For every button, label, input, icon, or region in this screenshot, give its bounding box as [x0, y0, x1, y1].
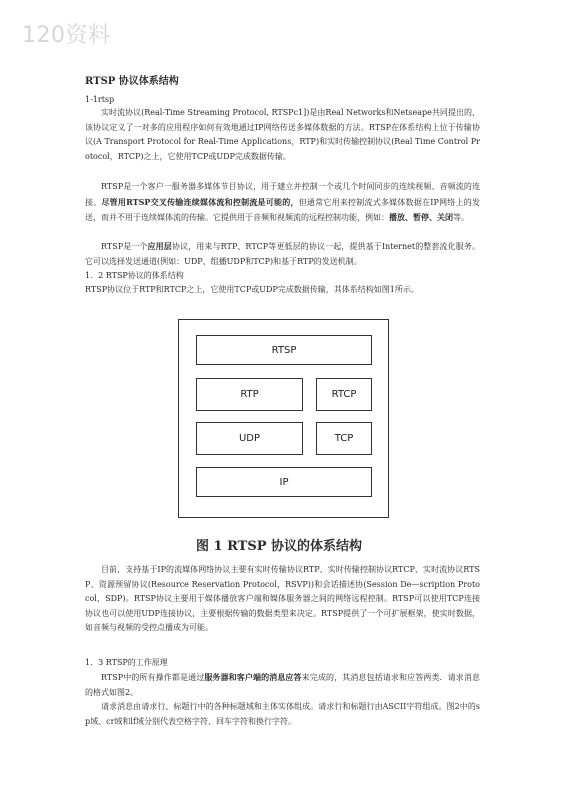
- section-heading-1-2: 1．2 RTSP协议的体系结构: [85, 271, 184, 280]
- watermark: 120资料: [22, 23, 111, 48]
- paragraph-working-principle: [85, 670, 480, 700]
- text-span: RTSP中的所有操作都是通过: [101, 673, 205, 682]
- architecture-diagram: [178, 319, 389, 518]
- text-span: 等。: [453, 213, 469, 222]
- udp-box: UDP: [196, 422, 303, 455]
- paragraph-rtsp-definition: [85, 180, 480, 226]
- paragraph-request-message: 请求消息由请求行、标题行中的各种标题域和主体实体组成。请求行和标题行由ASCII字符组成。图2中的sp域、cr域和lf域分别代表空格字符、回车字符和换行字符。: [85, 702, 480, 726]
- bold-text: 服务器和客户端的消息应答: [204, 672, 302, 682]
- text-span: 但通常它用来控制流式多媒体数据在IP网络上的发送，而并不用于连续媒体流的传输。它提供用于音频和视频流的远程控制功能，例如：: [85, 197, 480, 222]
- figure-caption: 图 1 RTSP 协议的体系结构: [196, 539, 363, 554]
- rtp-box: RTP: [196, 378, 303, 411]
- bold-text: 应用层: [147, 241, 172, 251]
- text-span: RTSP是一个: [101, 242, 148, 251]
- paragraph-architecture: RTSP协议位于RTP和RTCP之上，它使用TCP或UDP完成数据传输，其体系结构如图1所示。: [85, 285, 419, 294]
- paragraph-intro: 实时流协议(Real-Time Streaming Protocol, RTSPc1])是由Real Networks和Netseape共同提出的，该协议定义了一对多的应用程序如何有效地通过IP网络传送多媒体数据的方法。RTSP在体系结构上位于传输协议(A Transport Protocol for Real-Time Applications，RTP)和实时传输控制协议(Real Time Control Protocol，RTCP)之上，它使用TCP或UDP完成数据传输。: [85, 108, 480, 161]
- tcp-box: TCP: [316, 422, 372, 455]
- section-heading-1-3: 1．3 RTSP的工作原理: [85, 658, 168, 667]
- paragraph-application-layer: [85, 239, 480, 269]
- rtsp-layer-box: RTSP: [196, 335, 372, 365]
- bold-text: 播放、暂停、关闭: [389, 212, 453, 222]
- subheading: 1-1rtsp: [85, 95, 115, 104]
- bold-text: 尽管用RTSP交叉传输连续媒体流和控制流是可能的，: [101, 196, 299, 207]
- paragraph-protocols: 目前，支持基于IP的流媒体网络协议主要有实时传输协议RTP、实时传输控制协议RTCP、实时流协议RTSP、资源预留协议(Resource Reservation Protocol，RSVP))和会话描述协(Session De—scription Protocol，SDP)。RTSP协议主要用于媒体播放客户端和媒体服务器之间的网络远程控制。RTSP可以使用TCP连接协议也可以使用UDP连接协议，主要根据传输的数据类型来决定。RTSP提供了一个可扩展框架，使实时数据，如音频与视频的受控点播成为可能。: [85, 565, 480, 632]
- text-span: RTSP是一个客户一服务器多媒体节目协议，用于建立并控制一个或几个时间同步的连续视频、音频流的连接。: [85, 182, 480, 207]
- text-span: 协议，用来与RTP、RTCP等更低层的协议一起，提供基于Internet的整套流化服务。它可以选择发送通道(例如：UDP、组播UDP和TCP)和基于RTP的发送机制。: [85, 242, 480, 266]
- rtcp-box: RTCP: [316, 378, 372, 411]
- page-title: RTSP 协议体系结构: [85, 76, 179, 87]
- ip-layer-box: IP: [196, 467, 372, 497]
- text-span: 来完成的，其消息包括请求和应答两类．请求消息的格式如图2。: [85, 673, 480, 697]
